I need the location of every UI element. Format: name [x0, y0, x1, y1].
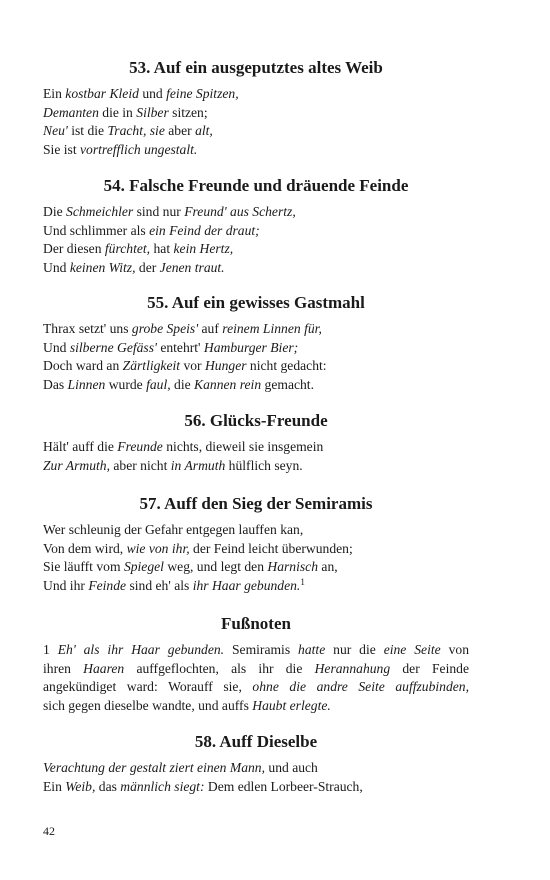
poem-lines	[43, 521, 469, 595]
italic-text: ohne die andre Seite auffzubinden,	[252, 679, 469, 695]
text-run: auffgeflochten, als ihr die	[124, 660, 315, 676]
text-run: gemacht.	[261, 376, 314, 392]
verse-line	[43, 122, 469, 141]
poem-lines	[43, 203, 469, 277]
italic-text: Zur Armuth,	[43, 457, 110, 473]
text-run: Das	[43, 376, 68, 392]
text-run: an,	[318, 559, 338, 575]
text-run: der Feinde	[390, 660, 469, 676]
text-run: Die	[43, 204, 67, 219]
text-run: aber nicht	[109, 457, 171, 473]
page-number: 42	[43, 824, 55, 838]
footnote-text	[43, 641, 469, 715]
italic-text: Neu'	[43, 123, 68, 139]
italic-text: Eh' als ihr Haar gebunden.	[57, 642, 225, 657]
italic-text: Harnisch	[267, 559, 319, 575]
text-run: sind eh' als	[126, 577, 193, 593]
italic-text: wie von ihr,	[126, 540, 190, 556]
text-run: Hält' auff die	[43, 439, 118, 454]
text-run: ihren	[43, 660, 84, 676]
footnote-line	[43, 641, 469, 660]
text-run: Der diesen	[43, 241, 105, 257]
footnote-line	[43, 678, 469, 697]
verse-line	[43, 577, 469, 596]
text-run: die in	[98, 104, 137, 120]
verse-line	[43, 259, 469, 278]
italic-text: reinem Linnen für,	[222, 321, 322, 336]
italic-text: Verachtung der gestalt ziert einen Mann,	[43, 760, 265, 775]
italic-text: grobe Speis'	[131, 321, 199, 336]
text-run: Wer schleunig der Gefahr entgegen lauffen kan,	[43, 522, 304, 537]
italic-text: in Armuth	[170, 457, 226, 473]
verse-line	[43, 540, 469, 559]
verse-line	[43, 457, 469, 476]
italic-text: faul,	[146, 376, 171, 392]
text-run: aber	[164, 123, 196, 139]
italic-text: Herannahung	[314, 660, 391, 676]
italic-text: keinen Witz,	[69, 259, 136, 275]
poem-lines	[43, 320, 469, 394]
poem-55	[43, 292, 469, 394]
footnotes-section	[43, 613, 469, 715]
poem-lines	[43, 438, 469, 475]
text-run: 1	[43, 642, 58, 657]
poem-title: 53. Auf ein ausgeputztes altes Weib	[129, 58, 383, 77]
text-run: Von dem wird,	[43, 540, 127, 556]
text-run: sitzen;	[168, 104, 208, 120]
text-run: das	[95, 778, 121, 794]
text-run: die	[170, 376, 195, 392]
text-run: nur die	[325, 642, 384, 657]
italic-text: Tracht, sie	[107, 123, 165, 139]
text-run: wurde	[105, 376, 147, 392]
verse-line	[43, 203, 469, 222]
italic-text: Demanten	[43, 104, 99, 120]
verse-line	[43, 240, 469, 259]
text-run: angekündiget ward: Worauff sie,	[43, 679, 253, 695]
poem-lines	[43, 85, 469, 159]
verse-line	[43, 357, 469, 376]
verse-line	[43, 376, 469, 395]
italic-text: kein Hertz,	[173, 241, 234, 257]
text-run: nichts, dieweil sie insgemein	[162, 439, 324, 454]
text-run: vor	[180, 358, 205, 374]
text-run: Semiramis	[224, 642, 299, 657]
text-run: hat	[150, 241, 174, 257]
verse-line	[43, 339, 469, 358]
footnote-line	[43, 697, 469, 716]
verse-line	[43, 521, 469, 540]
poem-53	[43, 57, 469, 159]
italic-text: ein Feind der draut;	[149, 222, 260, 238]
text-run: entehrt'	[156, 339, 204, 355]
italic-text: hatte	[298, 642, 326, 657]
italic-text: eine Seite	[383, 642, 441, 657]
italic-text: Linnen	[67, 376, 106, 392]
footnotes-title: Fußnoten	[221, 614, 291, 633]
poem-title: 58. Auff Dieselbe	[194, 732, 318, 751]
text-run: sich gegen dieselbe wandte, und auffs	[43, 697, 253, 713]
italic-text: Freund' aus Schertz,	[184, 204, 296, 219]
verse-line	[43, 85, 469, 104]
poem-lines	[43, 759, 469, 796]
verse-line	[43, 104, 469, 123]
text-run: Sie läufft vom	[43, 559, 124, 575]
italic-text: Schmeichler	[66, 204, 134, 219]
verse-line	[43, 320, 469, 339]
text-run: der Feind leicht überwunden;	[189, 540, 353, 556]
poem-title: 55. Auf ein gewisses Gastmahl	[147, 293, 365, 312]
text-run: Dem edlen Lorbeer-Strauch,	[204, 778, 363, 794]
footnote-line	[43, 660, 469, 679]
verse-line	[43, 558, 469, 577]
italic-text: Silber	[136, 104, 169, 120]
italic-text: Hunger	[204, 358, 247, 374]
italic-text: Feinde	[88, 577, 127, 593]
italic-text: feine Spitzen,	[166, 86, 239, 101]
italic-text: Zärtligkeit	[122, 358, 181, 374]
text-run: der	[135, 259, 160, 275]
text-run: auf	[198, 321, 223, 336]
text-run: nicht gedacht:	[246, 358, 327, 374]
verse-line	[43, 759, 469, 778]
italic-text: kostbar Kleid	[65, 86, 139, 101]
verse-line	[43, 222, 469, 241]
text-run: ist die	[67, 123, 108, 139]
italic-text: Kannen rein	[194, 376, 262, 392]
text-run: Und schlimmer als	[43, 222, 150, 238]
italic-text: Jenen traut.	[159, 259, 225, 275]
italic-text: Spiegel	[123, 559, 164, 575]
poem-title: 56. Glücks-Freunde	[184, 411, 328, 430]
poem-54	[43, 175, 469, 277]
text-run: Doch ward an	[43, 358, 123, 374]
verse-line	[43, 778, 469, 797]
italic-text: fürchtet,	[104, 241, 151, 257]
text-run: und	[138, 86, 167, 101]
text-run: hülflich seyn.	[225, 457, 303, 473]
text-run: Thrax setzt' uns	[43, 321, 132, 336]
italic-text: Freunde	[117, 439, 163, 454]
italic-text: alt,	[195, 123, 213, 139]
poem-57	[43, 493, 469, 595]
verse-line	[43, 438, 469, 457]
poem-title: 57. Auff den Sieg der Semiramis	[139, 494, 373, 513]
text-run: Ein	[43, 778, 66, 794]
poem-title: 54. Falsche Freunde und dräuende Feinde	[103, 176, 409, 195]
text-run: Und ihr	[43, 577, 89, 593]
italic-text: Haaren	[83, 660, 125, 676]
italic-text: ihr Haar gebunden.	[192, 577, 301, 593]
text-run: Ein	[43, 86, 66, 101]
verse-line	[43, 141, 469, 160]
text-run: und auch	[265, 760, 318, 775]
poem-58	[43, 731, 469, 796]
italic-text: silberne Gefäss'	[69, 339, 157, 355]
italic-text: männlich siegt:	[120, 778, 205, 794]
text-run: sind nur	[133, 204, 185, 219]
italic-text: Weib,	[65, 778, 96, 794]
text-run: Und	[43, 339, 70, 355]
footnote-marker[interactable]: 1	[300, 576, 305, 587]
poem-56	[43, 410, 469, 475]
italic-text: Haubt erlegte.	[252, 697, 331, 713]
italic-text: Hamburger Bier;	[203, 339, 299, 355]
text-run: Und	[43, 259, 70, 275]
text-run: weg, und legt den	[163, 559, 268, 575]
text-run: Sie ist	[43, 141, 81, 157]
italic-text: vortrefflich ungestalt.	[80, 141, 198, 157]
text-run: von	[440, 642, 469, 657]
